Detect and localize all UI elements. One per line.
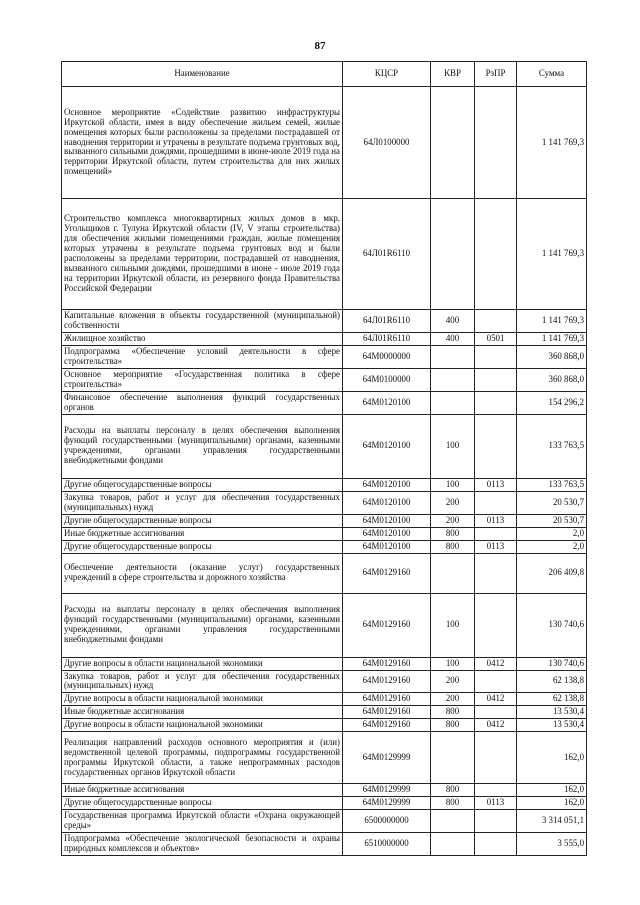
cell-rzpr: [475, 732, 517, 784]
table-row: [62, 693, 587, 706]
cell-kcsr: 64Л01R6110: [343, 199, 431, 310]
cell-kcsr: 64М0120100: [343, 540, 431, 553]
cell-kvr: [431, 199, 475, 310]
table-row: [62, 414, 587, 478]
cell-rzpr: [475, 706, 517, 719]
cell-rzpr: [475, 593, 517, 657]
cell-kcsr: 64М0129999: [343, 784, 431, 797]
table-row: [62, 514, 587, 527]
table-row: [62, 810, 587, 833]
table-header-row: [62, 62, 587, 87]
cell-name: Жилищное хозяйство: [62, 332, 343, 345]
cell-kcsr: 64М0129999: [343, 797, 431, 810]
cell-rzpr: [475, 391, 517, 414]
cell-name: Другие вопросы в области национальной экономики: [62, 657, 343, 670]
cell-kcsr: 64М0000000: [343, 345, 431, 368]
cell-kvr: [431, 87, 475, 199]
cell-kcsr: 64М0120100: [343, 478, 431, 491]
cell-name: Другие общегосударственные вопросы: [62, 478, 343, 491]
cell-kvr: 100: [431, 414, 475, 478]
cell-rzpr: [475, 491, 517, 514]
cell-name: Другие общегосударственные вопросы: [62, 540, 343, 553]
cell-sum: 20 530,7: [517, 491, 587, 514]
cell-kvr: 200: [431, 670, 475, 693]
cell-kvr: [431, 833, 475, 856]
cell-rzpr: [475, 670, 517, 693]
cell-kcsr: 64Л01R6110: [343, 310, 431, 333]
cell-name: Государственная программа Иркутской области «Охрана окружающей среды»: [62, 810, 343, 833]
cell-name: Другие вопросы в области национальной экономики: [62, 719, 343, 732]
cell-kvr: 800: [431, 719, 475, 732]
cell-sum: 162,0: [517, 797, 587, 810]
cell-sum: 154 296,2: [517, 391, 587, 414]
cell-kcsr: 64М0100000: [343, 368, 431, 391]
cell-kvr: 800: [431, 540, 475, 553]
cell-rzpr: 0412: [475, 693, 517, 706]
cell-name: Строительство комплекса многоквартирных жилых домов в мкр. Угольщиков г. Тулуна Иркутской области (IV, V этапы строительства) для обеспечения жилыми помещениями граждан, жилые помещения которых утрачены в результате подъема грунтовых вод и были расположены за пределами территории, пострадавшей от наводнения, вызванного сильными дождями, прошедшими в июне - июле 2019 года на территории Иркутской области, из резервного фонда Правительства Российской Федерации: [62, 199, 343, 310]
cell-rzpr: [475, 553, 517, 593]
cell-rzpr: 0501: [475, 332, 517, 345]
cell-kvr: 100: [431, 593, 475, 657]
cell-sum: 2,0: [517, 527, 587, 540]
cell-rzpr: [475, 87, 517, 199]
cell-sum: 2,0: [517, 540, 587, 553]
table-row: [62, 87, 587, 199]
cell-sum: 62 138,8: [517, 693, 587, 706]
cell-rzpr: [475, 414, 517, 478]
cell-sum: 133 763,5: [517, 414, 587, 478]
cell-name: Основное мероприятие «Государственная политика в сфере строительства»: [62, 368, 343, 391]
cell-name: Финансовое обеспечение выполнения функций государственных органов: [62, 391, 343, 414]
cell-name: Закупка товаров, работ и услуг для обеспечения государственных (муниципальных) нужд: [62, 491, 343, 514]
cell-kcsr: 6510000000: [343, 833, 431, 856]
cell-name: Подпрограмма «Обеспечение условий деятельности в сфере строительства»: [62, 345, 343, 368]
table-row: [62, 368, 587, 391]
cell-sum: 1 141 769,3: [517, 310, 587, 333]
cell-name: Расходы на выплаты персоналу в целях обеспечения выполнения функций государственными (муниципальными) органами, казенными учреждениями, органами управления государственными внебюджетными фондами: [62, 593, 343, 657]
cell-name: Другие общегосударственные вопросы: [62, 514, 343, 527]
table-row: [62, 540, 587, 553]
table-row: [62, 310, 587, 333]
cell-kcsr: 64М0129160: [343, 670, 431, 693]
cell-sum: 13 530,4: [517, 719, 587, 732]
cell-kvr: 800: [431, 527, 475, 540]
cell-kvr: 200: [431, 693, 475, 706]
cell-kcsr: 64М0120100: [343, 514, 431, 527]
header-sum: Сумма: [517, 62, 587, 87]
table-row: [62, 797, 587, 810]
cell-sum: 360 868,0: [517, 368, 587, 391]
cell-rzpr: 0113: [475, 797, 517, 810]
cell-name: Реализация направлений расходов основного мероприятия и (или) ведомственной целевой программы, подпрограммы государственной программы Иркутской области, а также непрограммных расходов государственных органов Иркутской области: [62, 732, 343, 784]
table-row: [62, 391, 587, 414]
table-row: [62, 527, 587, 540]
cell-name: Другие общегосударственные вопросы: [62, 797, 343, 810]
cell-kvr: [431, 345, 475, 368]
table-row: [62, 706, 587, 719]
cell-rzpr: 0412: [475, 719, 517, 732]
cell-name: Другие вопросы в области национальной экономики: [62, 693, 343, 706]
table-row: [62, 491, 587, 514]
cell-kcsr: 6500000000: [343, 810, 431, 833]
cell-sum: 206 409,8: [517, 553, 587, 593]
cell-kcsr: 64М0120100: [343, 527, 431, 540]
header-name: Наименование: [62, 62, 343, 87]
cell-kcsr: 64М0129160: [343, 553, 431, 593]
cell-kvr: 400: [431, 332, 475, 345]
cell-kvr: [431, 553, 475, 593]
header-kvr: КВР: [431, 62, 475, 87]
cell-kcsr: 64М0129160: [343, 593, 431, 657]
cell-sum: 13 530,4: [517, 706, 587, 719]
cell-kvr: 200: [431, 491, 475, 514]
cell-name: Иные бюджетные ассигнования: [62, 527, 343, 540]
cell-rzpr: 0412: [475, 657, 517, 670]
cell-sum: 130 740,6: [517, 657, 587, 670]
cell-sum: 20 530,7: [517, 514, 587, 527]
cell-rzpr: [475, 833, 517, 856]
cell-name: Основное мероприятие «Содействие развитию инфраструктуры Иркутской области, имея в виду обеспечение жильем семей, жилые помещения которых были расположены за пределами пострадавшей от наводнения территории и утрачены в результате подъема грунтовых вод, вызванного сильными дождями, прошедшими в июне-июле 2019 года на территории Иркутской области, путем строительства для них жилых помещений»: [62, 87, 343, 199]
cell-kcsr: 64М0129160: [343, 719, 431, 732]
cell-sum: 62 138,8: [517, 670, 587, 693]
cell-sum: 162,0: [517, 732, 587, 784]
cell-kvr: 100: [431, 478, 475, 491]
cell-kvr: [431, 810, 475, 833]
cell-kcsr: 64Л0100000: [343, 87, 431, 199]
table-row: [62, 670, 587, 693]
table-row: [62, 719, 587, 732]
cell-rzpr: [475, 199, 517, 310]
cell-kvr: 200: [431, 514, 475, 527]
cell-rzpr: [475, 310, 517, 333]
table-row: [62, 553, 587, 593]
cell-rzpr: [475, 368, 517, 391]
table-row: [62, 732, 587, 784]
cell-name: Иные бюджетные ассигнования: [62, 706, 343, 719]
table-row: [62, 657, 587, 670]
cell-kcsr: 64М0129160: [343, 693, 431, 706]
cell-sum: 3 314 051,1: [517, 810, 587, 833]
cell-rzpr: [475, 527, 517, 540]
cell-name: Закупка товаров, работ и услуг для обеспечения государственных (муниципальных) нужд: [62, 670, 343, 693]
cell-rzpr: 0113: [475, 478, 517, 491]
cell-kvr: 800: [431, 706, 475, 719]
table-row: [62, 199, 587, 310]
header-kcsr: КЦСР: [343, 62, 431, 87]
table-row: [62, 478, 587, 491]
cell-rzpr: [475, 345, 517, 368]
cell-kcsr: 64М0129160: [343, 657, 431, 670]
cell-kvr: 800: [431, 797, 475, 810]
table-row: [62, 784, 587, 797]
cell-name: Подпрограмма «Обеспечение экологической безопасности и охраны природных комплексов и объектов»: [62, 833, 343, 856]
cell-kvr: [431, 391, 475, 414]
cell-sum: 133 763,5: [517, 478, 587, 491]
table-row: [62, 833, 587, 856]
cell-kcsr: 64М0129160: [343, 706, 431, 719]
cell-name: Расходы на выплаты персоналу в целях обеспечения выполнения функций государственными (муниципальными) органами, казенными учреждениями, органами управления государственными внебюджетными фондами: [62, 414, 343, 478]
cell-kvr: 400: [431, 310, 475, 333]
header-rzpr: РзПР: [475, 62, 517, 87]
cell-sum: 360 868,0: [517, 345, 587, 368]
cell-sum: 1 141 769,3: [517, 87, 587, 199]
cell-rzpr: [475, 810, 517, 833]
cell-kvr: 100: [431, 657, 475, 670]
cell-sum: 130 740,6: [517, 593, 587, 657]
cell-kcsr: 64М0120100: [343, 414, 431, 478]
cell-sum: 1 141 769,3: [517, 199, 587, 310]
cell-kvr: [431, 732, 475, 784]
cell-kcsr: 64Л01R6110: [343, 332, 431, 345]
cell-rzpr: [475, 784, 517, 797]
cell-sum: 3 555,0: [517, 833, 587, 856]
table-body: [62, 87, 587, 856]
cell-sum: 162,0: [517, 784, 587, 797]
cell-name: Иные бюджетные ассигнования: [62, 784, 343, 797]
cell-kvr: 800: [431, 784, 475, 797]
cell-kcsr: 64М0120100: [343, 391, 431, 414]
cell-rzpr: 0113: [475, 540, 517, 553]
cell-name: Обеспечение деятельности (оказание услуг) государственных учреждений в сфере строительства и дорожного хозяйства: [62, 553, 343, 593]
budget-table: [61, 61, 587, 856]
cell-kcsr: 64М0120100: [343, 491, 431, 514]
cell-name: Капитальные вложения в объекты государственной (муниципальной) собственности: [62, 310, 343, 333]
table-row: [62, 345, 587, 368]
cell-kvr: [431, 368, 475, 391]
cell-sum: 1 141 769,3: [517, 332, 587, 345]
cell-kcsr: 64М0129999: [343, 732, 431, 784]
table-row: [62, 593, 587, 657]
table-row: [62, 332, 587, 345]
cell-rzpr: 0113: [475, 514, 517, 527]
page-number: 87: [314, 40, 326, 52]
